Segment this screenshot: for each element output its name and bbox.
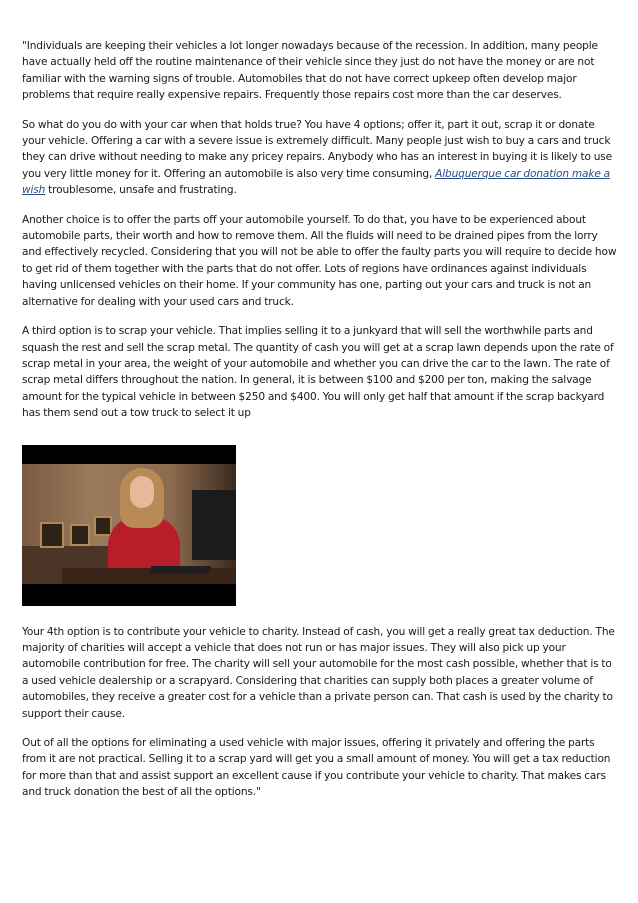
paragraph-options-text: So what do you do with your car when that holds true? You have 4 options; offer it, part it out, scrap it or donate your vehicle. Offering a car with a severe issue is extremely difficult. Many people just wish to buy a cars and truck they can drive without needing to make any pricey repairs. Anybody who has an interest in buying it is likely to use you very little money for it. Offering an automobile is also very time consuming, (22, 118, 612, 180)
paragraph-intro: "Individuals are keeping their vehicles a lot longer nowadays because of the recession. In addition, many people have actually held off the routine maintenance of their vehicle since they just do not have the money or are not familiar with the warning signs of trouble. Automobiles that do not have correct upkeep often develop major problems that require really expensive repairs. Frequently those repairs cost more than the car deserves. (22, 40, 598, 102)
car-donation-link[interactable]: Albuquerque car donation make a wish (22, 167, 610, 197)
embedded-video-thumbnail[interactable] (22, 445, 236, 606)
video-frame-image (22, 464, 236, 584)
paragraph-parts: Another choice is to offer the parts off your automobile yourself. To do that, you have to be experienced about automobile parts, their worth and how to remove them. All the fluids will need to be drained pipes from the lorry and effectively recycled. Considering that you will not be able to offer the faulty parts you will require to decide how to get rid of them together with the parts that do not offer. Lots of regions have ordinances against individuals having unlicensed vehicles on their home. If your community has one, parting out your cars and truck is not an alternative for dealing with your used cars and truck. (22, 213, 617, 308)
keyboard (149, 566, 212, 574)
paragraph-conclusion: Out of all the options for eliminating a used vehicle with major issues, offering it privately and offering the parts from it are not practical. Selling it to a scrap yard will get you a small amount of money. You will get a tax reduction for more than that and assist support an excellent cause if you contribute your vehicle to charity. That makes cars and truck donation the best of all the options." (22, 736, 611, 799)
paragraph-charity: Your 4th option is to contribute your vehicle to charity. Instead of cash, you will get a really great tax deduction. The majority of charities will accept a vehicle that does not run or has major issues. They will also pick up your automobile contribution for free. The charity will sell your automobile for the most cash possible, whether that is to a used vehicle dealership or a scrapyard. Considering that charities can supply both places a greater volume of automobiles, they receive a greater cost for a vehicle than a private person can. That cash is used by the charity to support their cause. (22, 625, 615, 720)
paragraph-options-tail: troublesome, unsafe and frustrating. (45, 184, 237, 197)
computer-monitor (192, 490, 236, 560)
paragraph-scrap: A third option is to scrap your vehicle. That implies selling it to a junkyard that will sell the worthwhile parts and squash the rest and sell the scrap metal. The quantity of cash you will get at a scrap lawn depends upon the rate of scrap metal in your area, the weight of your automobile and whether you can drive the car to the lawn. The rate of scrap metal differs throughout the nation. In general, it is between $100 and $200 per ton, making the salvage amount for the typical vehicle in between $250 and $400. You will only get half that amount if the scrap backyard has them send out a tow truck to select it up (22, 325, 614, 420)
paragraph-options (22, 117, 618, 199)
document-page (22, 38, 618, 814)
